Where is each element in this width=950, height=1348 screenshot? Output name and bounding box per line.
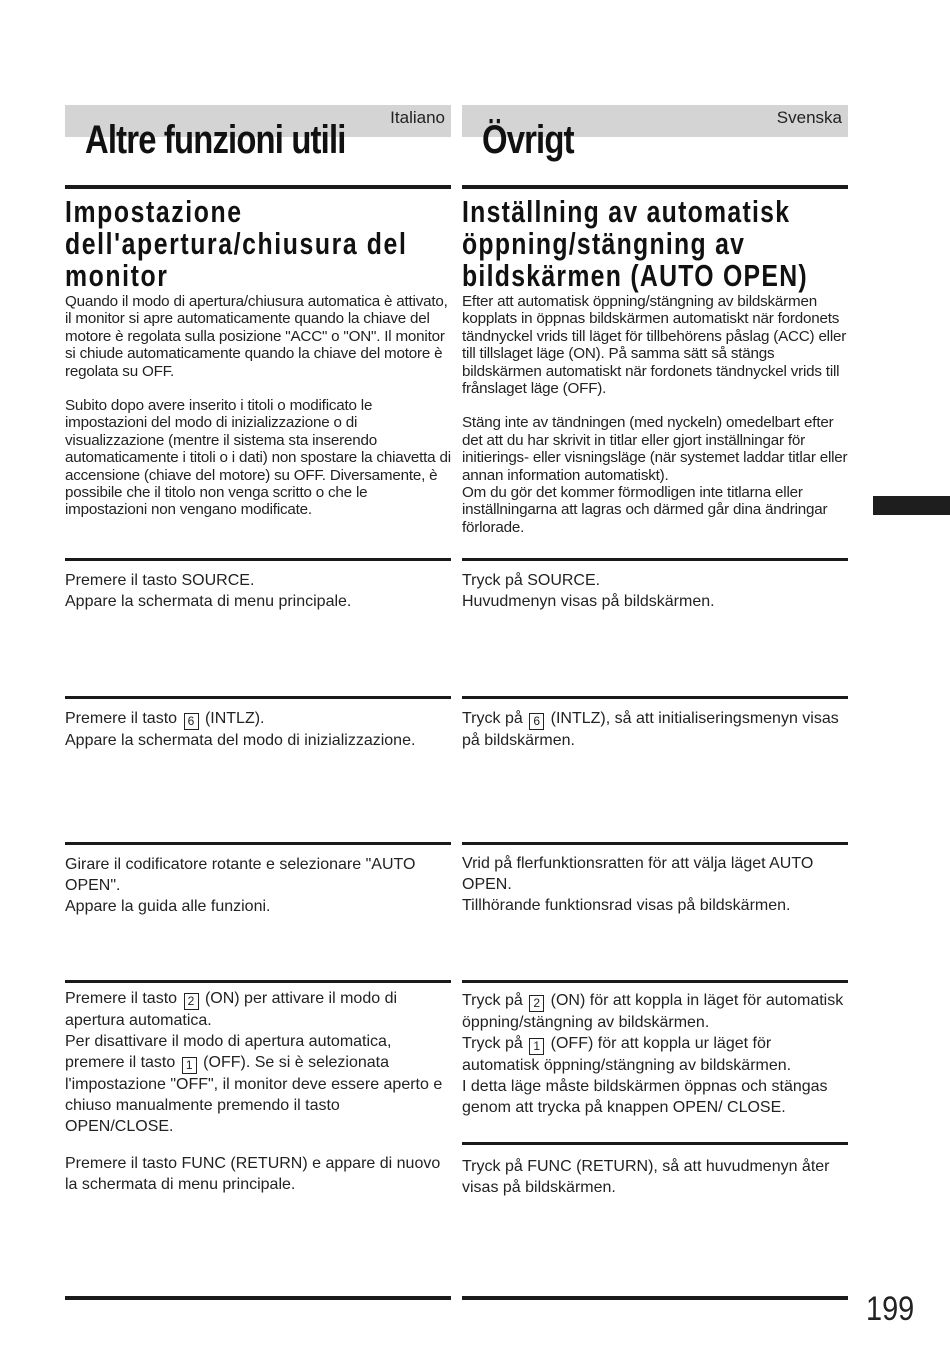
intro-text [65,293,451,536]
step-5 [462,1156,848,1198]
step-divider [65,842,451,845]
step-divider [65,558,451,561]
step-3 [462,853,848,916]
footer-rule [65,1296,451,1300]
preset-key-1-icon: 1 [529,1038,544,1055]
heading-rule [65,185,451,189]
step-4 [65,988,451,1137]
step-2 [65,708,451,751]
step-3 [65,854,451,917]
step-1 [462,570,848,612]
page-number: 199 [866,1290,915,1328]
section-title: Altre funzioni utili [85,118,346,162]
step-note: Per disattivare il modo di apertura automatica, premere il tasto 1 (OFF). Se si è selezionata l'impostazione "OFF", il monitor deve essere aperto e chiuso manualmente premendo il tasto OPEN/CLOSE. [65,1033,443,1135]
step-result: Tillhörande funktionsrad visas på bildskärmen. [462,897,791,914]
step-result: Appare la schermata del modo di inizializzazione. [65,732,416,749]
footer-rule [462,1296,848,1300]
step-instruction: Tryck på 2 (ON) för att koppla in läget för automatisk öppning/stängning av bildskärmen. [462,992,844,1031]
step-instruction: Premere il tasto SOURCE. [65,572,255,589]
step-divider [462,842,848,845]
step-note: I detta läge måste bildskärmen öppnas och stängas genom att trycka på knappen OPEN/ CLOSE. [462,1078,828,1116]
step-instruction: Premere il tasto 6 (INTLZ). [65,710,265,728]
step-instruction: Tryck på FUNC (RETURN), så att huvudmenyn åter visas på bildskärmen. [462,1158,830,1196]
intro-text [462,293,848,553]
preset-key-6-icon: 6 [184,713,199,730]
chapter-tab-marker [873,496,950,515]
step-divider [462,980,848,983]
heading-rule [462,185,848,189]
intro-paragraph: Quando il modo di apertura/chiusura automatica è attivato, il monitor si apre automaticamente quando la chiave del motore è regolata sulla posizione "ACC" o "ON". Il monitor si chiude automaticamente quando la chiave del motore è regolata su OFF. [65,293,448,380]
step-instruction: Premere il tasto FUNC (RETURN) e appare di nuovo la schermata di menu principale. [65,1155,441,1193]
step-instruction: Tryck på SOURCE. [462,572,601,589]
preset-key-1-icon: 1 [182,1057,197,1074]
step-2 [462,708,848,751]
preset-key-2-icon: 2 [184,993,199,1010]
intro-paragraph: Om du gör det kommer förmodligen inte titlarna eller inställningarna att lagras och därmed går dina ändringar förlorade. [462,484,828,536]
step-instruction: Vrid på flerfunktionsratten för att välja läget AUTO OPEN. [462,855,814,893]
step-result: Huvudmenyn visas på bildskärmen. [462,593,715,610]
step-instruction: Girare il codificatore rotante e selezionare "AUTO OPEN". [65,856,416,894]
step-instruction: Tryck på 6 (INTLZ), så att initialiseringsmenyn visas på bildskärmen. [462,710,839,749]
intro-paragraph: Subito dopo avere inserito i titoli o modificato le impostazioni del modo di inizializzazione o di visualizzazione (mentre il sistema sta inserendo automaticamente i titoli o i dati) non spostare la chiavetta di accensione (chiave del motore) su OFF. Diversamente, è possibile che il titolo non venga scritto o che le impostazioni non vengano modificate. [65,397,451,519]
step-result: Appare la schermata di menu principale. [65,593,352,610]
step-instruction: Premere il tasto 2 (ON) per attivare il modo di apertura automatica. [65,990,398,1029]
step-divider [65,696,451,699]
step-divider [462,558,848,561]
section-heading: Impostazione dell'apertura/chiusura del monitor [65,194,408,293]
language-label: Svenska [776,108,842,127]
section-title: Övrigt [482,118,574,162]
step-result: Appare la guida alle funzioni. [65,898,271,915]
step-divider [65,980,451,983]
intro-paragraph: Stäng inte av tändningen (med nyckeln) omedelbart efter det att du har skrivit in titlar eller gjort inställningar för initierings- eller visningsläge (när systemet laddar titlar eller annan information automatiskt). [462,414,848,484]
step-instruction: Tryck på 1 (OFF) för att koppla ur läget för automatisk öppning/stängning av bildskärmen. [462,1035,792,1074]
step-4 [462,990,848,1118]
step-divider [462,696,848,699]
language-label: Italiano [390,108,445,127]
step-divider [462,1142,848,1145]
step-1 [65,570,451,612]
preset-key-6-icon: 6 [529,713,544,730]
step-5 [65,1153,451,1195]
preset-key-2-icon: 2 [529,995,544,1012]
section-heading: Inställning av automatisk öppning/stängning av bildskärmen (AUTO OPEN) [462,194,808,293]
intro-paragraph: Efter att automatisk öppning/stängning av bildskärmen kopplats in öppnas bildskärmen automatiskt när fordonets tändnyckel vrids till läget för tillbehörens påslag (ACC) eller till tillslaget läge (ON). På samma sätt så stängs bildskärmen automatiskt när fordonets tändnyckel vrids till frånslaget läge (OFF). [462,293,847,398]
